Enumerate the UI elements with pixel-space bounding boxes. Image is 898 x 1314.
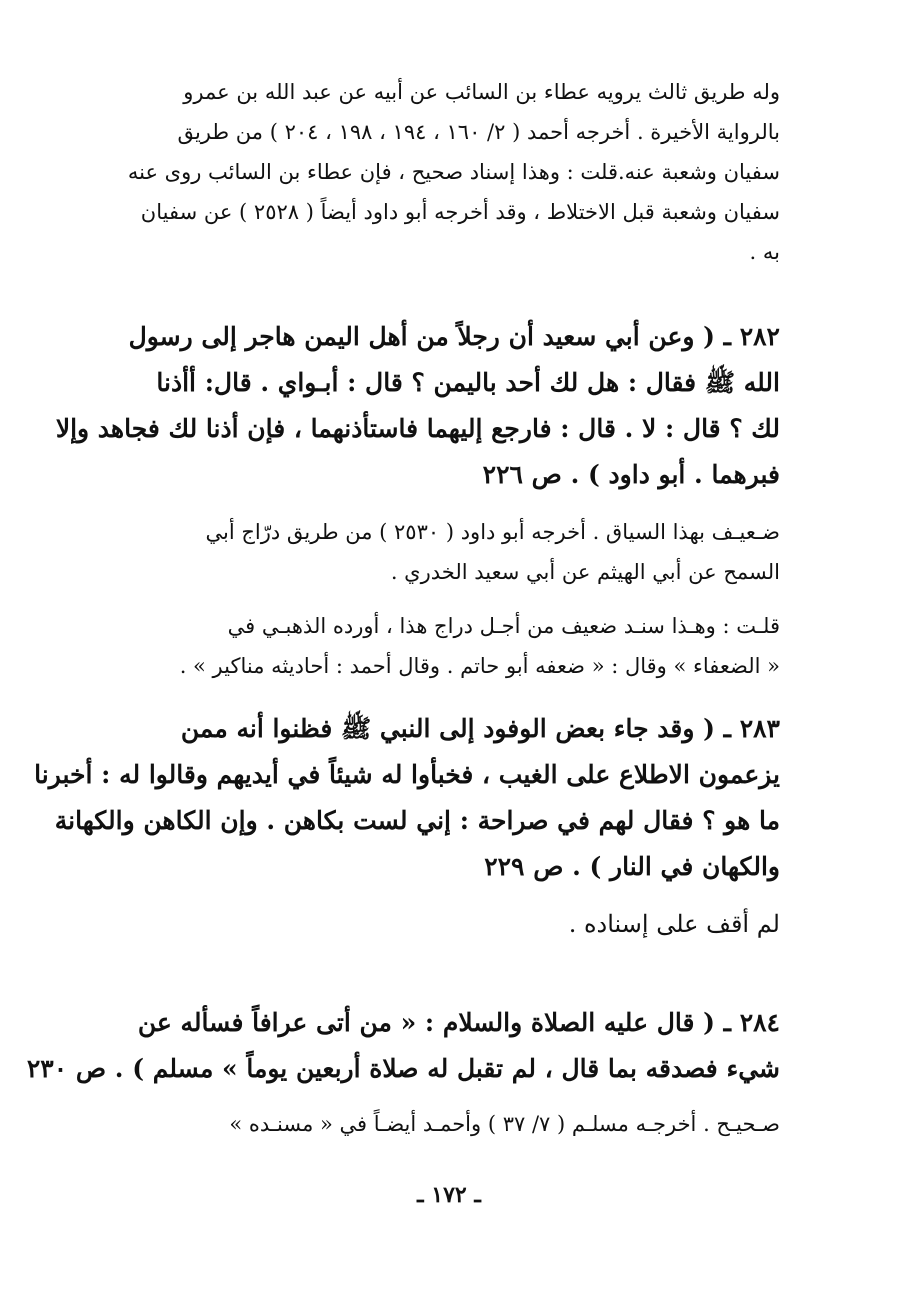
text-line: ضـعيـف بهذا السياق . أخرجه أبو داود ( ٢٥٣٠ ) من طريق درّاج أبي bbox=[205, 520, 780, 544]
text-line: قلـت : وهـذا سنـد ضعيف من أجـل دراج هذا ، أورده الذهبـي في bbox=[227, 614, 780, 638]
text-line: وله طريق ثالث يرويه عطاء بن السائب عن أبيه عن عبد الله بن عمرو bbox=[183, 80, 780, 104]
page-number: ـ ١٧٢ ـ bbox=[417, 1182, 481, 1208]
text-line: ٢٨٤ ـ ( قال عليه الصلاة والسلام : « من أتى عرافاً فسأله عن bbox=[137, 1008, 780, 1037]
commentary-note-5 bbox=[100, 1104, 780, 1144]
text-line: ٢٨٢ ـ ( وعن أبي سعيد أن رجلاً من أهل اليمن هاجر إلى رسول bbox=[128, 322, 780, 351]
text-line: « الضعفاء » وقال : « ضعفه أبو حاتم . وقال أحمد : أحاديثه مناكير » . bbox=[179, 654, 780, 678]
text-line: يزعمون الاطلاع على الغيب ، فخبأوا له شيئاً في أيديهم وقالوا له : أخبرنا bbox=[34, 760, 780, 789]
text-line: لم أقف على إسناده . bbox=[568, 910, 780, 938]
text-line: لك ؟ قال : لا . قال : فارجع إليهما فاستأذنهما ، فإن أذنا لك فجاهد وإلا bbox=[55, 414, 780, 443]
text-line: فبرهما . أبو داود ) . ص ٢٢٦ bbox=[482, 460, 780, 489]
commentary-note-3 bbox=[100, 606, 780, 686]
text-line: والكهان في النار ) . ص ٢٢٩ bbox=[484, 852, 780, 881]
text-line: ٢٨٣ ـ ( وقد جاء بعض الوفود إلى النبي ﷺ فظنوا أنه ممن bbox=[180, 714, 780, 743]
hadith-282 bbox=[55, 314, 780, 498]
commentary-note-4 bbox=[100, 904, 780, 944]
text-line: سفيان وشعبة عنه.قلت : وهذا إسناد صحيح ، فإن عطاء بن السائب روى عنه bbox=[127, 160, 780, 184]
commentary-note-1 bbox=[100, 72, 780, 272]
text-line: ما هو ؟ فقال لهم في صراحة : إني لست بكاهن . وإن الكاهن والكهانة bbox=[54, 806, 780, 835]
text-line: السمح عن أبي الهيثم عن أبي سعيد الخدري . bbox=[390, 560, 780, 584]
commentary-note-2 bbox=[100, 512, 780, 592]
text-line: سفيان وشعبة قبل الاختلاط ، وقد أخرجه أبو داود أيضاً ( ٢٥٢٨ ) عن سفيان bbox=[140, 200, 780, 224]
text-line: صـحيـح . أخرجـه مسلـم ( ٧/ ٣٧ ) وأحمـد أيضـاً في « مسنـده » bbox=[229, 1112, 780, 1136]
hadith-284 bbox=[26, 1000, 780, 1092]
text-line: الله ﷺ فقال : هل لك أحد باليمن ؟ قال : أبـواي . قال: أأذنا bbox=[156, 368, 780, 397]
text-line: شيء فصدقه بما قال ، لم تقبل له صلاة أربعين يوماً » مسلم ) . ص ٢٣٠ bbox=[26, 1054, 780, 1083]
hadith-283 bbox=[34, 706, 780, 890]
text-line: بالرواية الأخيرة . أخرجه أحمد ( ٢/ ١٦٠ ، ١٩٤ ، ١٩٨ ، ٢٠٤ ) من طريق bbox=[177, 120, 780, 144]
text-line: به . bbox=[749, 240, 780, 264]
